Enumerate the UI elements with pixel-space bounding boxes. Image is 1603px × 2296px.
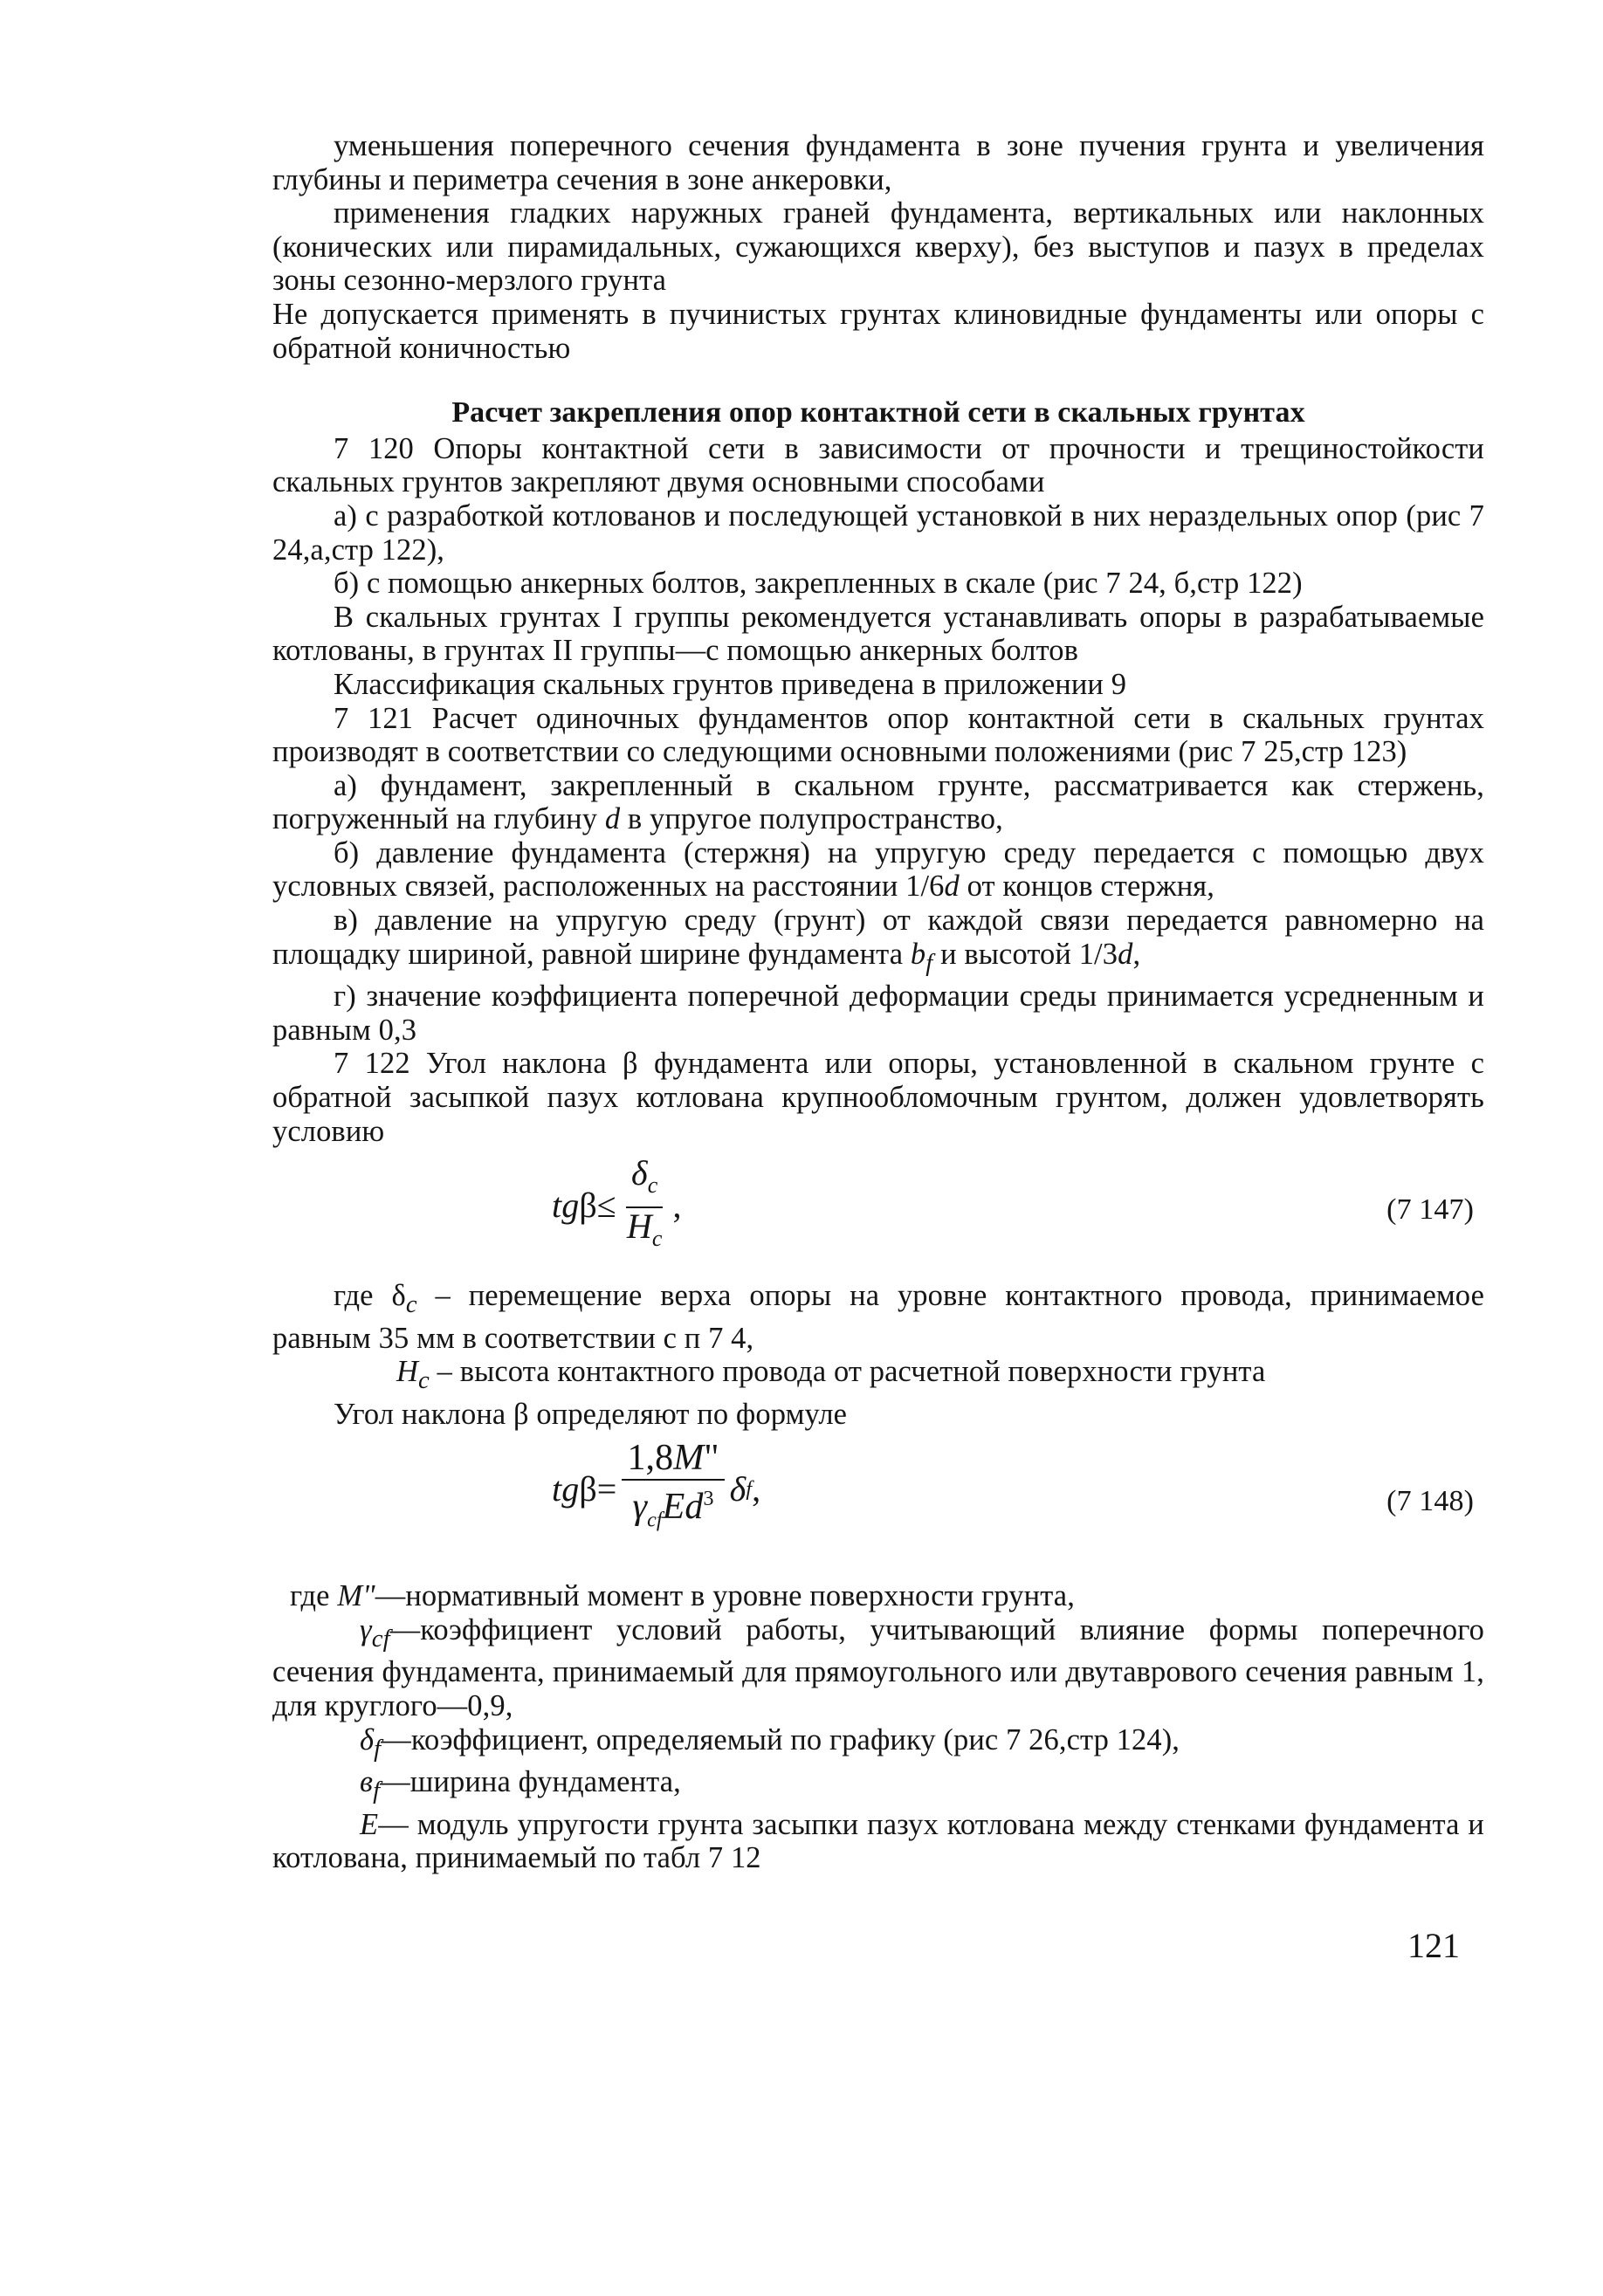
intro-paragraph-3: Не допускается применять в пучинистых грунтах клиновидные фундаменты или опоры с обратной коничностью (272, 297, 1484, 365)
formula-7-147-body: tg β≤ $\frac{\delta_c}{H_c}$ , (552, 1157, 682, 1255)
section-heading: Расчет закрепления опор контактной сети в скальных грунтах (451, 396, 1305, 430)
document-page (272, 129, 1484, 1875)
clause-7-121-item-d: г) значение коэффициента поперечной деформации среды принимается усредненным и равным 0,3 (272, 980, 1484, 1047)
clause-7-120-item-a: а) с разработкой котлованов и последующей установкой в них нераздельных опор (рис 7 24,а,стр 122), (272, 498, 1484, 567)
clause-7-120: 7 120 Опоры контактной сети в зависимости от прочности и трещиностойкости скальных грунтов закрепляют двумя основными способами (272, 431, 1484, 499)
where-h-c: $H_c$ – высота контактного провода от расчетной поверхности грунта (396, 1355, 1266, 1395)
beta-intro: Угол наклона β определяют по формуле (334, 1397, 848, 1431)
equation-number-7-147: (7 147) (1386, 1193, 1474, 1227)
clause-7-120-note: В скальных грунтах I группы рекомендуется устанавливать опоры в разрабатываемые котлованы, в грунтах II группы—с помощью анкерных болтов (272, 600, 1484, 668)
where-e-modulus: E— модуль упругости грунта засыпки пазух котлована между стенками фундамента и котлована, принимаемый по табл 7 12 (272, 1807, 1484, 1875)
clause-7-120-classification: Классификация скальных грунтов приведена в приложении 9 (334, 667, 1127, 701)
formula-7-148-fraction: $\frac{1,8M"}{\gamma_{cf}Ed^3}$ (622, 1441, 724, 1537)
formula-7-148 (272, 1440, 1484, 1579)
equation-number-7-148: (7 148) (1386, 1485, 1474, 1518)
clause-7-121-item-c: в) давление на упругую среду (грунт) от каждой связи передается равномерно на площадку шириной, равной ширине фундамента $b_f$ и высотой 1/3d, (272, 904, 1484, 977)
clause-7-121: 7 121 Расчет одиночных фундаментов опор контактной сети в скальных грунтах производят в соответствии со следующими основными положениями (рис 7 25,стр 123) (272, 701, 1484, 769)
where-gamma-cf: $\gamma_{cf}—коэффициент$ условий работы, учитывающий влияние формы поперечного сечения фундамента, принимаемый для прямоугольного или двутаврового сечения равным 1, для круглого—0,9, (272, 1612, 1484, 1722)
where-m-norm: где M"—нормативный момент в уровне поверхности грунта, (290, 1579, 1075, 1613)
where-b-f: $в_f—ширина$ фундамента, (360, 1765, 681, 1804)
formula-7-148-body: tg β= $\frac{1,8M"}{\gamma_{cf}Ed^3}$ δ f , (552, 1441, 760, 1537)
intro-paragraph-2: применения гладких наружных граней фундамента, вертикальных или наклонных (конических или пирамидальных, сужающихся кверху), без выступов и пазух в пределах зоны сезонно-мерзлого грунта (272, 196, 1484, 298)
where-delta-c: где $\delta_c$ – перемещение верха опоры на уровне контактного провода, принимаемое равным 35 мм в соответствии с п 7 4, (272, 1279, 1484, 1355)
page-number: 121 (1407, 1926, 1460, 1965)
intro-paragraph-1: уменьшения поперечного сечения фундамента в зоне пучения грунта и увеличения глубины и периметра сечения в зоне анкеровки, (272, 129, 1484, 196)
clause-7-121-item-b: б) давление фундамента (стержня) на упругую среду передается с помощью двух условных связей, расположенных на расстоянии 1/6d от концов стержня, (272, 835, 1484, 904)
clause-7-122: 7 122 Угол наклона β фундамента или опоры, установленной в скальном грунте с обратной засыпкой пазух котлована крупнообломочным грунтом, должен удовлетворять условию (272, 1047, 1484, 1148)
clause-7-120-item-b: б) с помощью анкерных болтов, закрепленных в скале (рис 7 24, б,стр 122) (334, 567, 1303, 601)
formula-7-147 (272, 1148, 1484, 1279)
clause-7-121-item-a: а) фундамент, закрепленный в скальном грунте, рассматривается как стержень, погруженный на глубину d в упругое полупространство, (272, 768, 1484, 836)
where-delta-f: $\delta_f—коэффициент$, определяемый по графику (рис 7 26,стр 124), (360, 1722, 1180, 1763)
formula-7-147-fraction: $\frac{\delta_c}{H_c}$ (626, 1153, 663, 1251)
